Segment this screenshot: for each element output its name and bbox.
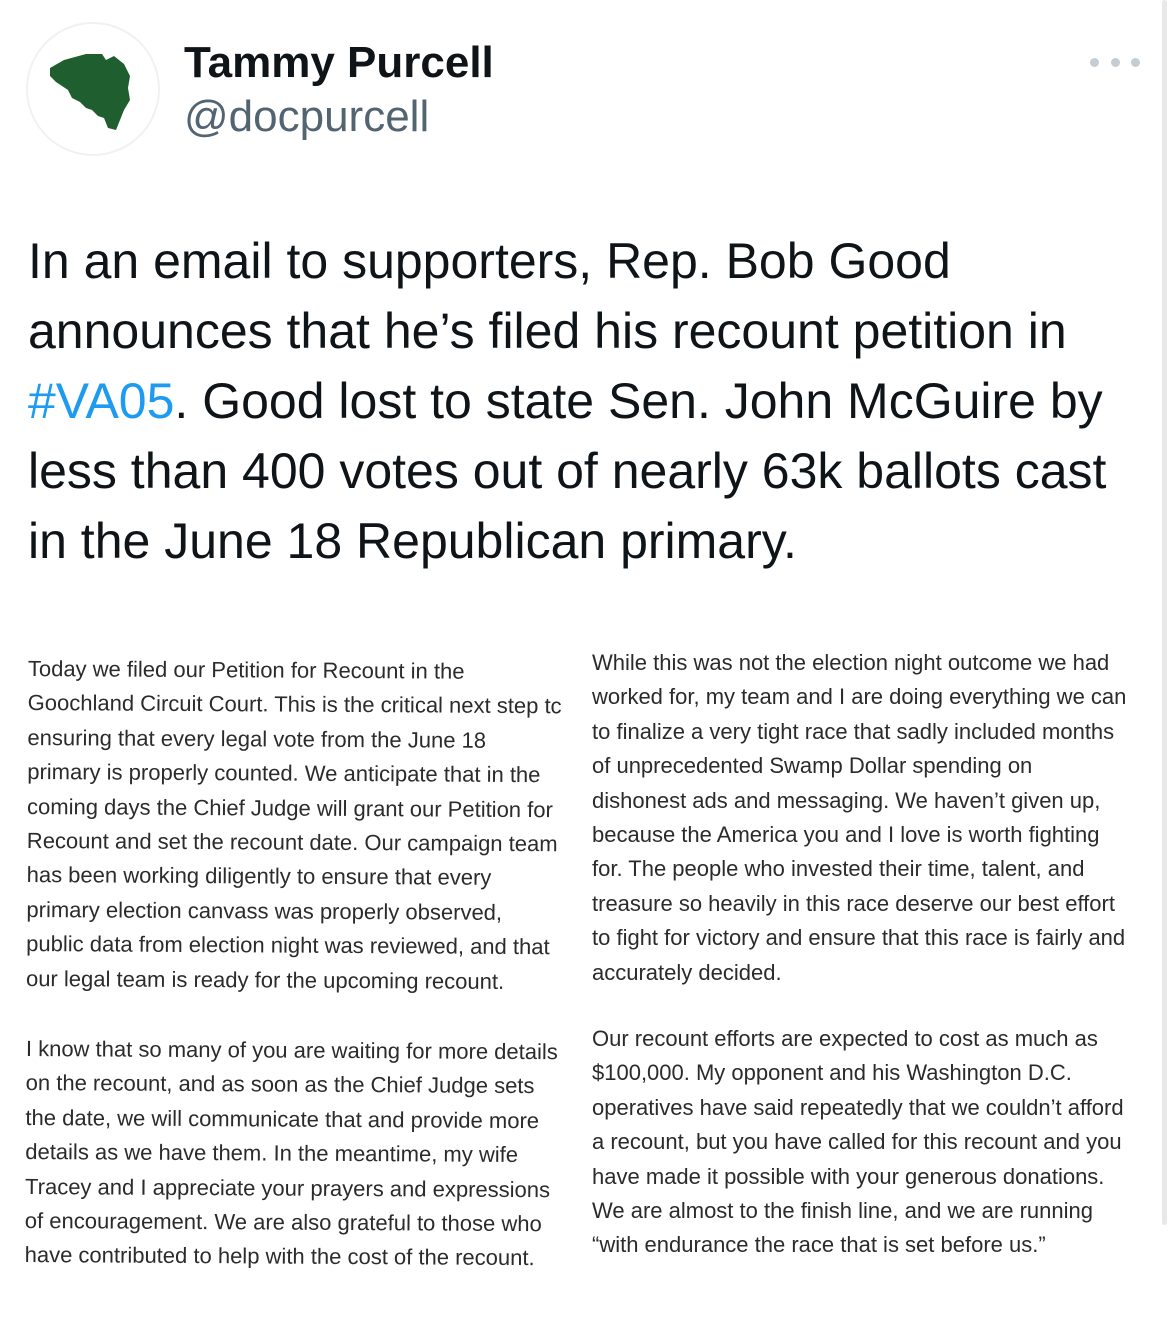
email-line: I know that so many of you are waiting for more details (25, 1036, 558, 1065)
email-line: the date, we will communicate that and provide more (25, 1104, 540, 1133)
email-paragraph-right-1 (592, 646, 1148, 990)
more-horizontal-icon-dot (1111, 58, 1120, 67)
email-line: have made it possible with your generous donations. (592, 1163, 1105, 1189)
email-line: Tracey and I appreciate your prayers and expressions (24, 1173, 551, 1202)
hashtag-link[interactable]: #VA05 (28, 373, 175, 429)
more-options-button[interactable] (1090, 50, 1140, 74)
email-line: $100,000. My opponent and his Washington D.C. (592, 1060, 1072, 1086)
tweet-text-part-1: In an email to supporters, Rep. Bob Good announces that he’s filed his recount petition in (28, 233, 1067, 359)
email-line: on the recount, and as soon as the Chief Judge sets (25, 1070, 535, 1099)
email-line: worked for, my team and I are doing everything we can (592, 684, 1127, 710)
email-line: coming days the Chief Judge will grant our Petition for (26, 793, 553, 822)
email-line: of encouragement. We are also grateful to those who (24, 1208, 542, 1237)
email-line: has been working diligently to ensure that every (26, 862, 492, 891)
email-paragraph-right-2 (592, 1022, 1148, 1263)
email-line: We are almost to the finish line, and we are running (592, 1198, 1093, 1224)
email-line: details as we have them. In the meantime, my wife (25, 1139, 519, 1168)
email-line: to finalize a very tight race that sadly included months (592, 718, 1115, 744)
more-horizontal-icon-dot (1131, 58, 1140, 67)
author-display-name[interactable]: Tammy Purcell (184, 38, 494, 87)
email-screenshot-image[interactable] (0, 640, 1170, 1280)
email-line: to fight for victory and ensure that this race is fairly and (592, 925, 1126, 951)
email-line: Recount and set the recount date. Our campaign team (26, 828, 558, 857)
email-line: While this was not the election night outcome we had (592, 650, 1110, 675)
email-line: accurately decided. (592, 959, 782, 985)
email-line: operatives have said repeatedly that we couldn’t afford (592, 1094, 1124, 1120)
email-line: Today we filed our Petition for Recount in the (27, 655, 465, 684)
tweet-text (28, 226, 1148, 576)
email-line: because the America you and I love is worth fighting (592, 822, 1100, 848)
author-avatar[interactable] (26, 22, 160, 156)
email-line: treasure so heavily in this race deserve our best effort (592, 890, 1115, 916)
email-line: of unprecedented Swamp Dollar spending on (592, 753, 1033, 779)
email-line: our legal team is ready for the upcoming recount. (25, 965, 505, 994)
email-line: primary election canvass was properly observed, (26, 896, 503, 925)
email-line: ensuring that every legal vote from the June 18 (27, 724, 487, 753)
scrollbar[interactable] (1162, 0, 1167, 1225)
virginia-county-map-icon (28, 24, 158, 154)
email-line: public data from election night was reviewed, and that (26, 931, 550, 960)
email-line: a recount, but you have called for this recount and you (592, 1129, 1122, 1155)
email-line: primary is properly counted. We anticipate that in the (27, 759, 541, 788)
email-line: dishonest ads and messaging. We haven’t given up, (592, 787, 1101, 813)
email-line: “with endurance the race that is set before us.” (592, 1232, 1046, 1258)
email-paragraph-left-2 (25, 1032, 584, 1276)
tweet-text-part-2: . Good lost to state Sen. John McGuire by less than 400 votes out of nearly 63k ballots cast in the June 18 Republican primary. (28, 373, 1107, 569)
email-line: Our recount efforts are expected to cost as much as (592, 1026, 1098, 1051)
email-line: for. The people who invested their time, talent, and (592, 856, 1085, 882)
email-line: have contributed to help with the cost of the recount. (24, 1242, 535, 1271)
more-horizontal-icon (1090, 58, 1099, 67)
author-handle[interactable]: @docpurcell (184, 92, 430, 141)
email-line: Goochland Circuit Court. This is the critical next step tc (27, 690, 562, 719)
email-paragraph-left-1 (26, 652, 584, 999)
